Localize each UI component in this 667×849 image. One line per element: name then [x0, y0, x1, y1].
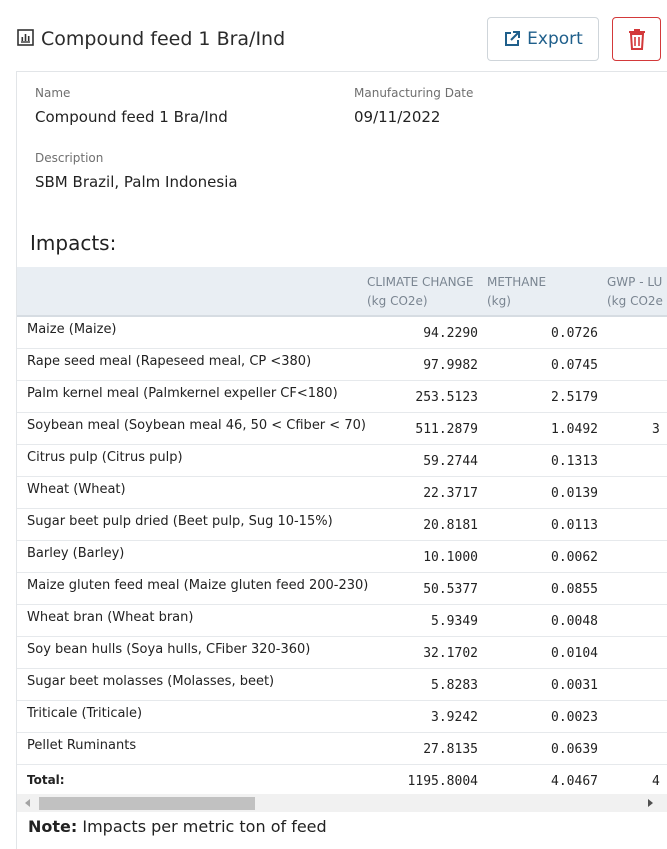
page-header	[0, 0, 667, 70]
ingredient-name: Sugar beet pulp dried (Beet pulp, Sug 10-15%)	[27, 514, 333, 529]
ingredient-name: Barley (Barley)	[27, 546, 125, 561]
ingredient-name: Triticale (Triticale)	[27, 706, 143, 721]
name-value: Compound feed 1 Bra/Ind	[35, 108, 228, 126]
table-row	[17, 349, 667, 381]
total-label: Total:	[27, 773, 65, 787]
ingredient-name: Citrus pulp (Citrus pulp)	[27, 450, 183, 465]
ingredient-name: Rape seed meal (Rapeseed meal, CP <380)	[27, 354, 312, 369]
table-row	[17, 477, 667, 509]
climate-change-value: 59.2744	[423, 454, 478, 469]
climate-change-value: 32.1702	[423, 646, 478, 661]
table-row	[17, 413, 667, 445]
table-row	[17, 573, 667, 605]
table-row	[17, 669, 667, 701]
manufacturing-date-label: Manufacturing Date	[354, 86, 474, 100]
manufacturing-date-value: 09/11/2022	[354, 108, 441, 126]
total-row	[17, 765, 667, 793]
methane-value: 0.0726	[551, 326, 598, 341]
ingredient-name: Maize gluten feed meal (Maize gluten feed 200-230)	[27, 578, 369, 593]
description-value: SBM Brazil, Palm Indonesia	[35, 173, 238, 191]
ingredient-name: Wheat (Wheat)	[27, 482, 126, 497]
table-row	[17, 637, 667, 669]
external-link-icon	[503, 30, 521, 48]
column-header-gwp-lu[interactable]: GWP - LU (kg CO2e	[607, 275, 663, 308]
horizontal-scrollbar[interactable]	[17, 794, 667, 812]
description-label: Description	[35, 151, 104, 165]
methane-value: 0.0139	[551, 486, 598, 501]
name-label: Name	[35, 86, 71, 100]
methane-value: 0.0639	[551, 742, 598, 757]
methane-value: 0.0855	[551, 582, 598, 597]
scrollbar-thumb[interactable]	[39, 797, 255, 810]
export-button[interactable]	[487, 17, 599, 61]
note-text: Impacts per metric ton of feed	[77, 817, 327, 836]
methane-value: 0.1313	[551, 454, 598, 469]
table-row	[17, 445, 667, 477]
climate-change-value: 3.9242	[431, 710, 478, 725]
ingredient-name: Sugar beet molasses (Molasses, beet)	[27, 674, 275, 689]
delete-button[interactable]	[612, 17, 661, 61]
export-label: Export	[527, 29, 583, 49]
total-gwp-value: 4	[652, 774, 660, 789]
climate-change-value: 511.2879	[415, 422, 478, 437]
impacts-note	[28, 817, 327, 836]
total-climate-change-value: 1195.8004	[407, 774, 478, 789]
table-row	[17, 509, 667, 541]
climate-change-value: 5.9349	[431, 614, 478, 629]
methane-value: 1.0492	[551, 422, 598, 437]
methane-value: 0.0745	[551, 358, 598, 373]
methane-value: 0.0104	[551, 646, 598, 661]
ingredient-name: Maize (Maize)	[27, 322, 117, 337]
table-row	[17, 541, 667, 573]
methane-value: 0.0023	[551, 710, 598, 725]
table-row	[17, 733, 667, 765]
table-row	[17, 701, 667, 733]
page-title: Compound feed 1 Bra/Ind	[41, 28, 286, 50]
methane-value: 2.5179	[551, 390, 598, 405]
climate-change-value: 50.5377	[423, 582, 478, 597]
report-icon	[17, 29, 34, 46]
methane-value: 0.0113	[551, 518, 598, 533]
climate-change-value: 22.3717	[423, 486, 478, 501]
impacts-table	[17, 267, 667, 793]
scroll-left-arrow-icon[interactable]	[25, 799, 30, 807]
table-row	[17, 605, 667, 637]
scroll-right-arrow-icon[interactable]	[648, 799, 653, 807]
ingredient-name: Soybean meal (Soybean meal 46, 50 < Cfiber < 70)	[27, 418, 366, 433]
column-header-climate-change[interactable]: CLIMATE CHANGE (kg CO2e)	[367, 275, 474, 308]
methane-value: 0.0048	[551, 614, 598, 629]
impacts-heading: Impacts:	[30, 231, 117, 255]
table-row	[17, 317, 667, 349]
ingredient-name: Palm kernel meal (Palmkernel expeller CF<180)	[27, 386, 338, 401]
methane-value: 0.0031	[551, 678, 598, 693]
climate-change-value: 10.1000	[423, 550, 478, 565]
ingredient-name: Pellet Ruminants	[27, 738, 137, 753]
climate-change-value: 20.8181	[423, 518, 478, 533]
column-header-methane[interactable]: METHANE (kg)	[487, 275, 547, 308]
gwp-value: 3	[652, 422, 660, 437]
note-label: Note:	[28, 817, 78, 836]
details-card	[16, 71, 667, 849]
climate-change-value: 5.8283	[431, 678, 478, 693]
ingredient-name: Wheat bran (Wheat bran)	[27, 610, 194, 625]
climate-change-value: 94.2290	[423, 326, 478, 341]
climate-change-value: 27.8135	[423, 742, 478, 757]
trash-icon	[627, 28, 647, 50]
climate-change-value: 97.9982	[423, 358, 478, 373]
total-methane-value: 4.0467	[551, 774, 598, 789]
ingredient-name: Soy bean hulls (Soya hulls, CFiber 320-360)	[27, 642, 311, 657]
methane-value: 0.0062	[551, 550, 598, 565]
table-row	[17, 381, 667, 413]
climate-change-value: 253.5123	[415, 390, 478, 405]
table-header	[17, 267, 667, 317]
